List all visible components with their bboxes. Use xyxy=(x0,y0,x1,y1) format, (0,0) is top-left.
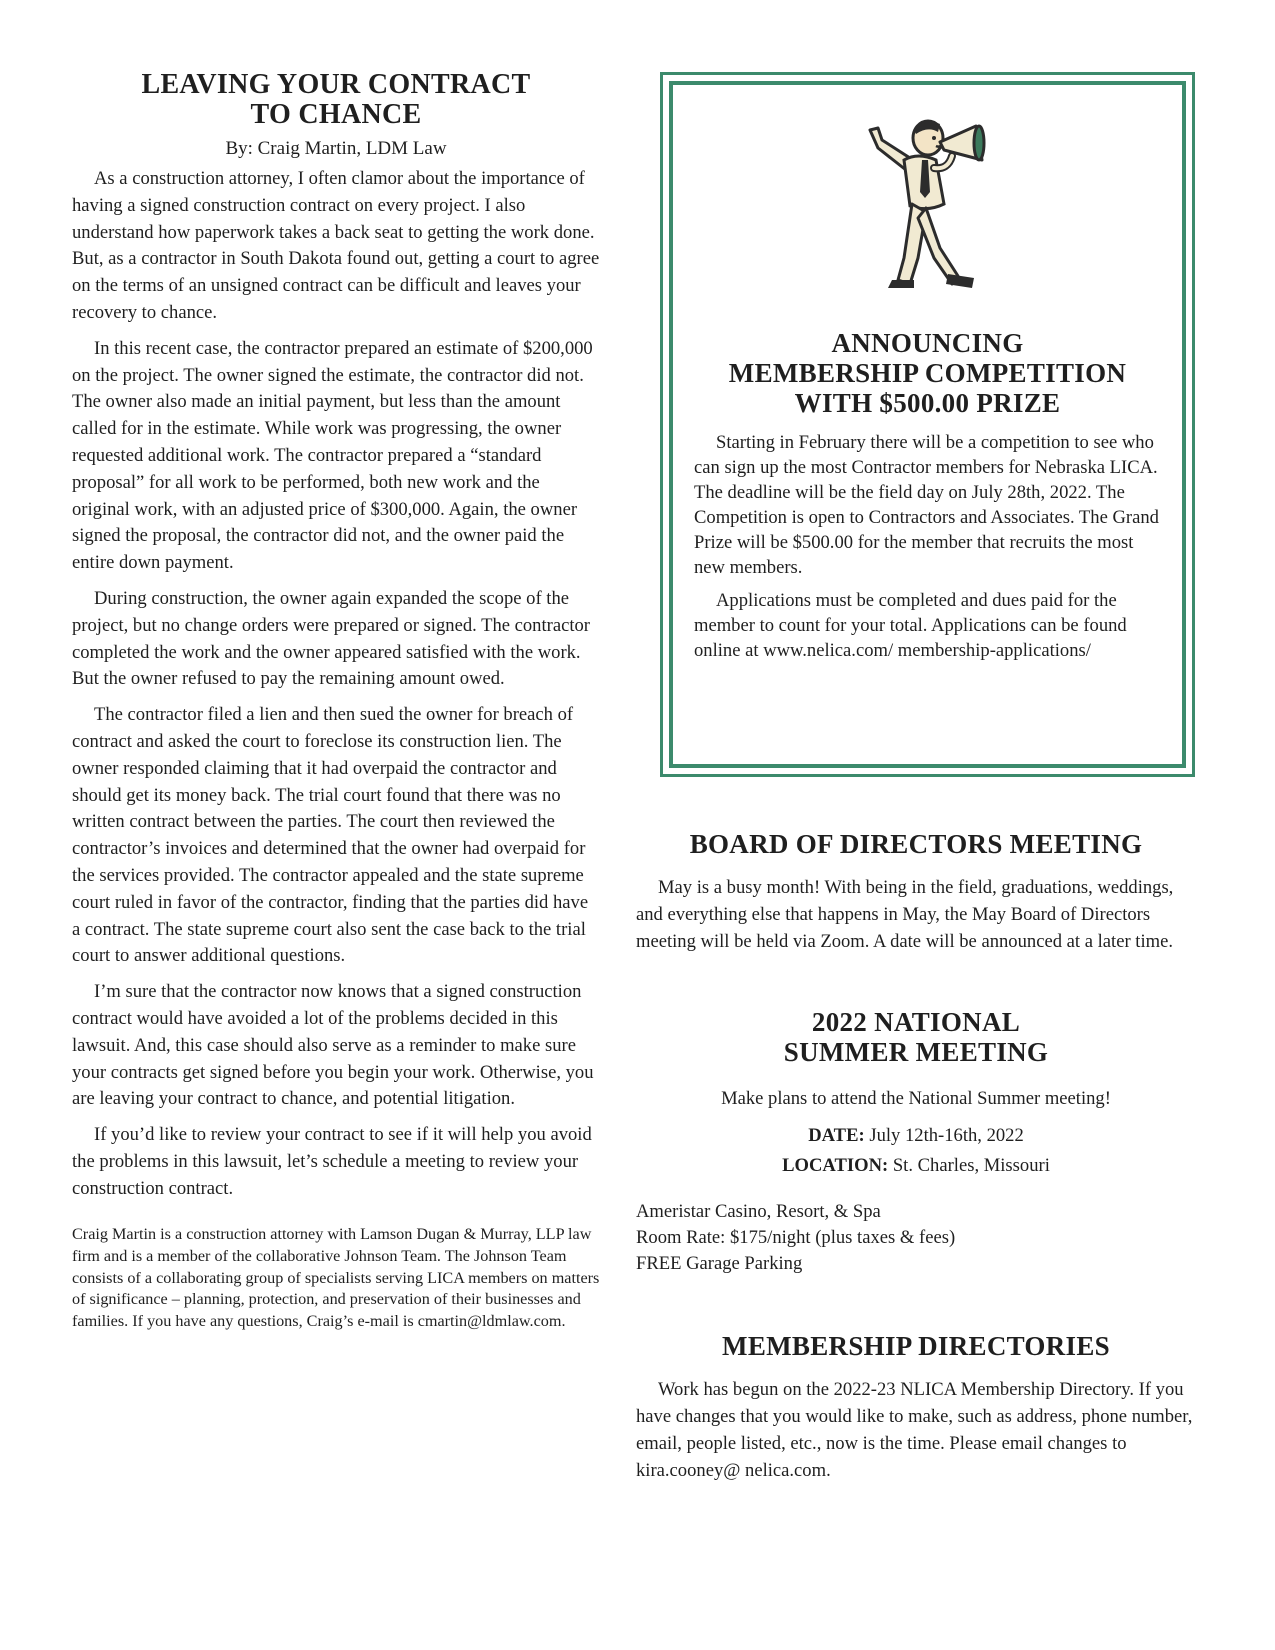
article-paragraph: During construction, the owner again expanded the scope of the project, but no change orders were prepared or signed. The contractor completed the work and the owner appeared satisfied with the work. But the owner refused to pay the remaining amount owed. xyxy=(72,587,591,690)
location-label: LOCATION: xyxy=(782,1155,889,1177)
date-label: DATE: xyxy=(808,1125,865,1147)
summer-title-line-1: 2022 NATIONAL xyxy=(811,1007,1021,1038)
hotel-name: Ameristar Casino, Resort, & Spa xyxy=(636,1201,881,1223)
article-title xyxy=(72,70,600,130)
sidebar-column xyxy=(636,72,1195,1494)
directories-title: MEMBERSHIP DIRECTORIES xyxy=(722,1331,1110,1362)
directories-section xyxy=(636,1331,1196,1484)
article-paragraph: As a construction attorney, I often clamor about the importance of having a signed construction contract on every project. I also understand how paperwork takes a back seat to getting the work done. But, as a contractor in South Dakota found out, getting a court to agree on the terms of an unsigned contract can be difficult and leaves your recovery to chance. xyxy=(72,168,600,323)
competition-paragraph: Applications must be completed and dues paid for the member to count for your total. Applications can be found online at www.nelica.com/ membership-applications/ xyxy=(694,590,1127,661)
summer-title-line-2: SUMMER MEETING xyxy=(783,1037,1049,1068)
board-meeting-title: BOARD OF DIRECTORS MEETING xyxy=(689,829,1143,859)
article xyxy=(72,70,600,1341)
competition-title-line-3: WITH $500.00 PRIZE xyxy=(794,388,1061,418)
board-meeting-section xyxy=(636,829,1196,955)
meeting-date xyxy=(636,1121,1196,1151)
location-value: St. Charles, Missouri xyxy=(888,1155,1050,1177)
meeting-location xyxy=(636,1151,1196,1181)
article-byline: By: Craig Martin, LDM Law xyxy=(225,138,447,159)
room-rate: Room Rate: $175/night (plus taxes & fees) xyxy=(636,1227,956,1249)
summer-meeting-intro: Make plans to attend the National Summer meeting! xyxy=(721,1088,1111,1110)
summer-meeting-section xyxy=(636,1007,1196,1277)
author-bio xyxy=(72,1224,600,1332)
competition-paragraph: Starting in February there will be a competition to see who can sign up the most Contractor members for Nebraska LICA. The deadline will be the field day on July 28th, 2022. The Competition is open to Contractors and Associates. The Grand Prize will be $500.00 for the member that recruits the most new members. xyxy=(694,432,1159,578)
article-title-line-2: TO CHANCE xyxy=(250,99,422,130)
summer-meeting-title xyxy=(636,1007,1196,1067)
megaphone-man-icon xyxy=(848,108,1008,298)
article-paragraph: The contractor filed a lien and then sued the owner for breach of contract and asked the court to foreclose its construction lien. The owner responded claiming that it had overpaid the contractor and should get its money back. The trial court found that there was no written contract between the parties. The court then reviewed the contractor’s invoices and determined that the owner had overpaid for the services provided. The contractor appealed and the state supreme court ruled in favor of the contractor, finding that the parties did have a contract. The state supreme court also sent the case back to the trial court to answer additional questions. xyxy=(72,704,589,967)
article-paragraph: In this recent case, the contractor prepared an estimate of $200,000 on the project. The owner signed the estimate, the contractor did not. The owner also made an initial payment, but less than the amount called for in the estimate. While work was progressing, the owner requested additional work. The contractor prepared a “standard proposal” for all work to be performed, both new work and the original work, with an adjusted price of $300,000. Again, the owner signed the proposal, the contractor did not, and the owner paid the entire down payment. xyxy=(72,337,593,574)
competition-title xyxy=(694,328,1161,418)
hotel-details xyxy=(636,1199,1196,1277)
article-title-line-1: LEAVING YOUR CONTRACT xyxy=(141,69,531,100)
board-meeting-text: May is a busy month! With being in the field, graduations, weddings, and everything else that happens in May, the May Board of Directors meeting will be held via Zoom. A date will be announced at a later time. xyxy=(636,877,1174,952)
date-value: July 12th-16th, 2022 xyxy=(864,1125,1024,1147)
competition-title-line-1: ANNOUNCING xyxy=(831,328,1024,358)
box-content xyxy=(694,108,1161,671)
parking-info: FREE Garage Parking xyxy=(636,1253,803,1275)
author-bio-text: Craig Martin is a construction attorney with Lamson Dugan & Murray, LLP law firm and is a member of the collaborative Johnson Team. The Johnson Team consists of a collaborating group of specialists serving LICA members on matters of significance – planning, protection, and preservation of their businesses and families. If you have any questions, Craig’s e-mail is cmartin@ldmlaw.com. xyxy=(72,1225,600,1330)
membership-competition-box xyxy=(660,72,1195,777)
competition-title-line-2: MEMBERSHIP COMPETITION xyxy=(728,358,1127,388)
article-paragraph: I’m sure that the contractor now knows that a signed construction contract would have avoided a lot of the problems decided in this lawsuit. And, this case should also serve as a reminder to make sure your contracts get signed before you begin your work. Otherwise, you are leaving your contract to chance, and potential litigation. xyxy=(72,981,594,1110)
article-paragraph: If you’d like to review your contract to see if it will help you avoid the problems in this lawsuit, let’s schedule a meeting to review your construction contract. xyxy=(72,1124,592,1199)
directories-text: Work has begun on the 2022-23 NLICA Membership Directory. If you have changes that you would like to make, such as address, phone number, email, people listed, etc., now is the time. Please email changes to kira.cooney@ nelica.com. xyxy=(636,1379,1193,1481)
